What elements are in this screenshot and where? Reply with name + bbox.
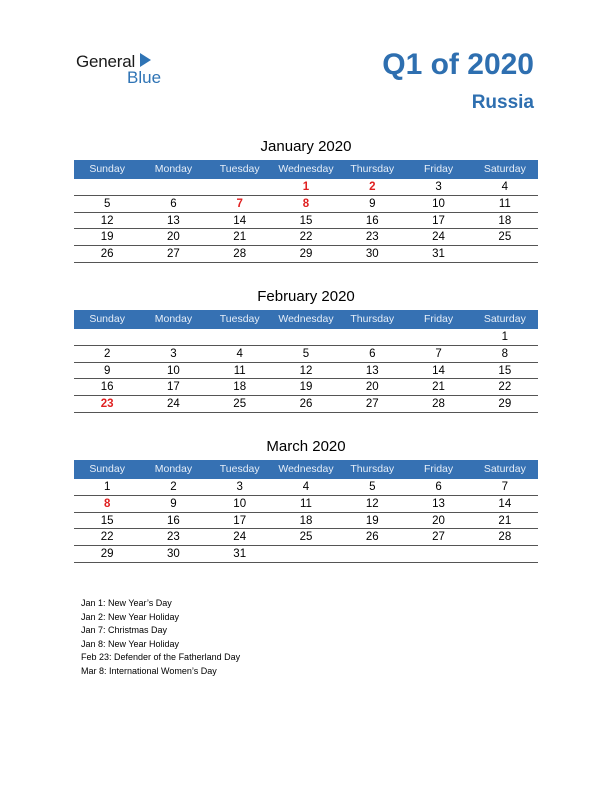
day-cell: 3 xyxy=(170,347,177,360)
day-cell: 18 xyxy=(498,214,512,227)
day-cell: 9 xyxy=(170,497,177,510)
day-cell: 5 xyxy=(103,197,111,210)
week-row xyxy=(74,179,538,196)
day-cell: 25 xyxy=(233,398,247,411)
day-cell xyxy=(273,546,339,562)
day-cell: 2 xyxy=(103,347,111,360)
weekday-header: Friday xyxy=(423,463,454,475)
day-cell: 26 xyxy=(365,531,379,544)
holiday-day-cell: 7 xyxy=(236,197,243,210)
day-cell xyxy=(405,546,471,562)
day-cell: 21 xyxy=(498,514,512,527)
day-cell: 29 xyxy=(498,398,512,411)
month-calendar-january xyxy=(74,136,538,263)
day-cell: 15 xyxy=(498,364,512,377)
day-cell: 1 xyxy=(103,481,111,493)
day-cell: 19 xyxy=(365,514,379,527)
day-cell: 5 xyxy=(302,347,310,360)
day-cell xyxy=(140,329,206,345)
day-cell: 16 xyxy=(100,381,114,394)
day-cell: 30 xyxy=(167,548,180,561)
day-cell: 10 xyxy=(432,197,445,210)
day-cell: 15 xyxy=(299,214,313,227)
day-cell: 6 xyxy=(369,347,376,360)
day-cell: 9 xyxy=(369,197,376,210)
day-cell: 20 xyxy=(365,381,379,394)
day-cell: 28 xyxy=(233,248,247,261)
logo-triangle-icon xyxy=(140,53,151,67)
day-cell: 14 xyxy=(432,364,445,377)
day-cell: 30 xyxy=(365,248,379,261)
day-cell xyxy=(207,329,273,345)
weekday-header: Wednesday xyxy=(278,313,334,325)
week-row xyxy=(74,513,538,530)
day-cell: 15 xyxy=(100,514,114,527)
day-cell: 4 xyxy=(501,181,509,193)
weekday-header: Friday xyxy=(423,163,454,175)
day-cell xyxy=(74,179,140,195)
week-row xyxy=(74,529,538,546)
week-row xyxy=(74,396,538,413)
generalblue-logo xyxy=(76,52,186,88)
day-cell: 20 xyxy=(167,231,180,244)
day-cell: 24 xyxy=(432,231,445,244)
day-cell: 6 xyxy=(435,481,442,493)
day-cell: 14 xyxy=(498,497,512,510)
day-cell: 26 xyxy=(100,248,114,261)
day-cell: 5 xyxy=(369,481,376,493)
day-cell: 29 xyxy=(299,248,313,261)
holiday-day-cell: 8 xyxy=(302,197,310,210)
weekday-header: Tuesday xyxy=(219,463,260,475)
day-cell: 8 xyxy=(501,347,509,360)
holiday-note: Jan 1: New Year’s Day xyxy=(81,598,172,608)
day-cell xyxy=(207,179,273,195)
weekday-header: Sunday xyxy=(89,163,125,175)
day-cell: 4 xyxy=(236,347,243,360)
holiday-note: Jan 7: Christmas Day xyxy=(81,625,168,636)
holiday-note: Feb 23: Defender of the Fatherland Day xyxy=(81,652,241,663)
day-cell xyxy=(339,329,405,345)
weekday-header: Thursday xyxy=(350,163,395,175)
week-row xyxy=(74,346,538,363)
day-cell: 7 xyxy=(501,481,509,493)
day-cell: 26 xyxy=(299,398,313,411)
weekday-header-row xyxy=(74,460,538,479)
holiday-day-cell: 1 xyxy=(302,181,310,193)
day-cell: 25 xyxy=(299,531,313,544)
day-cell: 23 xyxy=(365,231,379,244)
holiday-day-cell: 23 xyxy=(100,398,114,411)
day-cell xyxy=(472,246,538,262)
day-cell: 22 xyxy=(299,231,313,244)
weekday-header: Sunday xyxy=(89,463,125,475)
weekday-header: Saturday xyxy=(483,463,526,475)
day-cell: 17 xyxy=(233,514,247,527)
weekday-header: Wednesday xyxy=(278,163,334,175)
day-cell: 18 xyxy=(233,381,247,394)
day-cell: 28 xyxy=(498,531,512,544)
day-cell: 19 xyxy=(299,381,313,394)
page-title: Q1 of 2020 xyxy=(382,48,534,81)
month-title: February 2020 xyxy=(257,288,355,305)
day-cell: 12 xyxy=(100,214,114,227)
day-cell: 29 xyxy=(100,548,114,561)
weekday-header: Monday xyxy=(154,463,193,475)
logo-text-blue: Blue xyxy=(127,68,162,87)
day-cell xyxy=(472,546,538,562)
week-row xyxy=(74,213,538,230)
weekday-header: Saturday xyxy=(483,313,526,325)
day-cell: 9 xyxy=(103,364,111,377)
weekday-header: Wednesday xyxy=(278,463,334,475)
week-row xyxy=(74,229,538,246)
day-cell: 3 xyxy=(236,481,243,493)
day-cell: 12 xyxy=(365,497,379,510)
weekday-header-row xyxy=(74,160,538,179)
weekday-header: Monday xyxy=(154,313,193,325)
day-cell: 24 xyxy=(167,398,180,411)
day-cell: 27 xyxy=(432,531,445,544)
day-cell: 27 xyxy=(167,248,180,261)
day-cell: 19 xyxy=(100,231,114,244)
day-cell: 13 xyxy=(365,364,379,377)
weekday-header: Tuesday xyxy=(219,313,260,325)
holiday-notes xyxy=(81,597,240,679)
week-row xyxy=(74,246,538,263)
week-row xyxy=(74,329,538,346)
day-cell: 21 xyxy=(432,381,445,394)
day-cell xyxy=(74,329,140,345)
month-title: March 2020 xyxy=(266,438,346,455)
day-cell: 13 xyxy=(432,497,445,510)
day-cell: 16 xyxy=(365,214,379,227)
month-calendar-february xyxy=(74,286,538,413)
day-cell xyxy=(273,329,339,345)
day-cell: 23 xyxy=(167,531,180,544)
day-cell: 17 xyxy=(167,381,180,394)
weekday-header: Sunday xyxy=(89,313,125,325)
day-cell xyxy=(339,546,405,562)
day-cell: 18 xyxy=(299,514,313,527)
day-cell: 3 xyxy=(435,181,442,193)
day-cell: 27 xyxy=(365,398,379,411)
day-cell: 2 xyxy=(170,481,177,493)
day-cell: 16 xyxy=(167,514,180,527)
holiday-day-cell: 8 xyxy=(103,497,111,510)
day-cell: 22 xyxy=(498,381,512,394)
day-cell: 14 xyxy=(233,214,247,227)
week-row xyxy=(74,479,538,496)
weekday-header-row xyxy=(74,310,538,329)
weekday-header: Tuesday xyxy=(219,163,260,175)
holiday-note: Jan 8: New Year Holiday xyxy=(81,638,180,649)
week-row xyxy=(74,379,538,396)
day-cell: 11 xyxy=(233,364,246,377)
day-cell: 31 xyxy=(432,248,445,261)
day-cell: 10 xyxy=(167,364,180,377)
country-label: Russia xyxy=(471,92,534,113)
holiday-note: Jan 2: New Year Holiday xyxy=(81,611,180,622)
week-row xyxy=(74,496,538,513)
day-cell: 28 xyxy=(432,398,445,411)
day-cell: 6 xyxy=(170,197,177,210)
day-cell xyxy=(405,329,471,345)
month-title: January 2020 xyxy=(260,138,352,155)
day-cell: 17 xyxy=(432,214,445,227)
week-row xyxy=(74,196,538,213)
day-cell: 11 xyxy=(300,497,312,510)
logo-text-general: General xyxy=(76,52,136,71)
weekday-header: Monday xyxy=(154,163,193,175)
day-cell: 31 xyxy=(233,548,247,561)
day-cell: 4 xyxy=(302,481,310,493)
day-cell: 11 xyxy=(498,197,511,210)
day-cell: 21 xyxy=(233,231,247,244)
weekday-header: Saturday xyxy=(483,163,526,175)
day-cell: 7 xyxy=(435,347,442,360)
day-cell: 12 xyxy=(299,364,313,377)
week-row xyxy=(74,363,538,380)
day-cell: 1 xyxy=(501,331,509,343)
day-cell: 10 xyxy=(233,497,247,510)
day-cell: 25 xyxy=(498,231,512,244)
day-cell: 24 xyxy=(233,531,247,544)
day-cell: 22 xyxy=(100,531,114,544)
weekday-header: Friday xyxy=(423,313,454,325)
month-calendar-march xyxy=(74,436,538,563)
day-cell xyxy=(140,179,206,195)
weekday-header: Thursday xyxy=(350,313,395,325)
holiday-day-cell: 2 xyxy=(369,181,376,193)
weekday-header: Thursday xyxy=(350,463,395,475)
day-cell: 20 xyxy=(432,514,445,527)
week-row xyxy=(74,546,538,563)
holiday-note: Mar 8: International Women’s Day xyxy=(81,665,217,676)
day-cell: 13 xyxy=(167,214,180,227)
